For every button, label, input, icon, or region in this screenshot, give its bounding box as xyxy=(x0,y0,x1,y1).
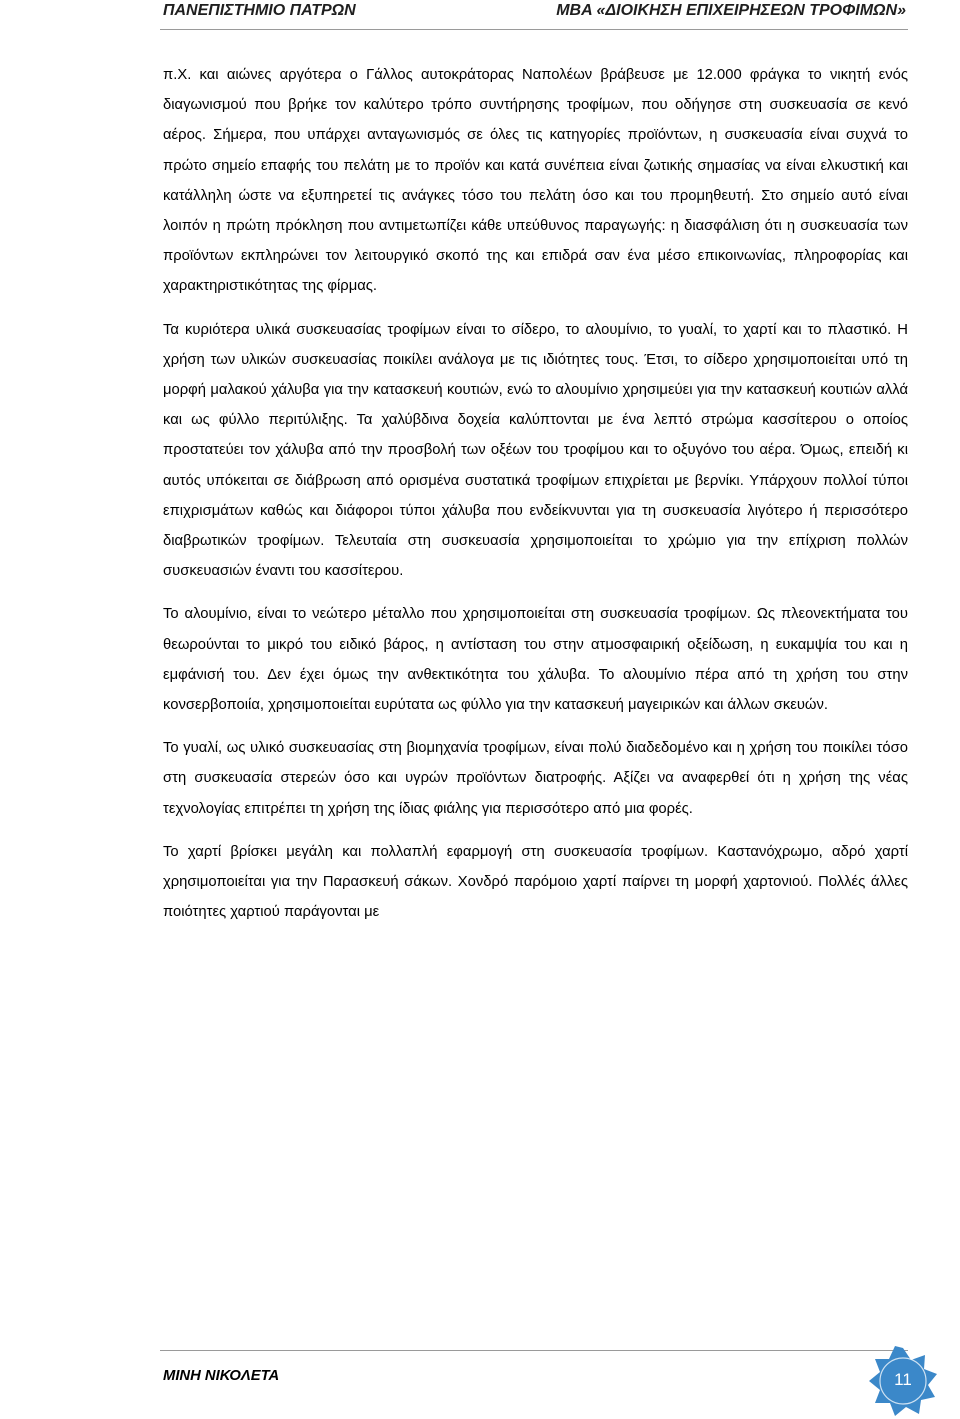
page-header xyxy=(0,0,960,34)
header-program: MBA «ΔΙΟΙΚΗΣΗ ΕΠΙΧΕΙΡΗΣΕΩΝ ΤΡΟΦΙΜΩΝ» xyxy=(556,2,906,19)
footer-author: ΜΙΝΗ ΝΙΚΟΛΕΤΑ xyxy=(163,1368,280,1384)
paragraph-history: π.Χ. και αιώνες αργότερα ο Γάλλος αυτοκράτορας Ναπολέων βράβευσε με 12.000 φράγκα το νικητή ενός διαγωνισμού που βρήκε τον καλύτερο τρόπο συντήρησης τροφίμων, που οδήγησε στη συσκευασία σε κενό αέρος. Σήμερα, που υπάρχει ανταγωνισμός σε όλες τις κατηγορίες προϊόντων, η συσκευασία είναι συχνά το πρώτο σημείο επαφής του πελάτη με το προϊόν και κατά συνέπεια είναι ζωτικής σημασίας να είναι ελκυστική και κατάλληλη ώστε να εξυπηρετεί τις ανάγκες τόσο του πελάτη όσο και του προμηθευτή. Στο σημείο αυτό είναι λοιπόν η πρώτη πρόκληση που αντιμετωπίζει κάθε υπεύθυνος παραγωγής: η διασφάλιση ότι η συσκευασία των προϊόντων εκπληρώνει τον λειτουργικό σκοπό της και επιδρά σαν ένα μέσο επικοινωνίας, πληροφορίας και χαρακτηριστικότητας της φίρμας. xyxy=(163,67,908,295)
header-divider xyxy=(160,29,908,30)
page-number: 11 xyxy=(894,1370,912,1389)
paragraph-paper: Το χαρτί βρίσκει μεγάλη και πολλαπλή εφαρμογή στη συσκευασία τροφίμων. Καστανόχρωμο, αδρό χαρτί χρησιμοποιείται για την Παρασκευή σάκων. Χονδρό παρόμοιο χαρτί παίρνει τη μορφή χαρτονιού. Πολλές άλλες ποιότητες χαρτιού παράγονται με xyxy=(163,843,908,921)
paragraph-materials: Τα κυριότερα υλικά συσκευασίας τροφίμων είναι το σίδερο, το αλουμίνιο, το γυαλί, το χαρτί και το πλαστικό. Η χρήση των υλικών συσκευασίας ποικίλει ανάλογα με τις ιδιότητες τους. Έτσι, το σίδερο χρησιμοποιείται υπό τη μορφή μαλακού χάλυβα για την κατασκευή κουτιών, ενώ το αλουμίνιο χρησιμεύει για την κατασκευή κουτιών αλλά και ως φύλλο περιτύλιξης. Τα χαλύβδινα δοχεία καλύπτονται με ένα λεπτό στρώμα κασσίτερου ο οποίος προστατεύει τον χάλυβα από την προσβολή των οξέων του τροφίμου και το οξυγόνο του αέρα. Όμως, επειδή κι αυτός υπόκειται σε διάβρωση από ορισμένα συστατικά τροφίμων επιχρίεται με βερνίκι. Υπάρχουν πολλοί τύποι επιχρισμάτων καθώς και διάφοροι τύποι χάλυβα που ενδείκνυνται για τη συσκευασία λιγότερο ή περισσότερο διαβρωτικών τροφίμων. Τελευταία στη συσκευασία χρησιμοποιείται το χρώμιο για την επίχριση πολλών συσκευασιών έναντι του κασσίτερου. xyxy=(163,321,908,580)
paragraph-glass: Το γυαλί, ως υλικό συσκευασίας στη βιομηχανία τροφίμων, είναι πολύ διαδεδομένο και η χρήση του ποικίλει τόσο στη συσκευασία στερεών όσο και υγρών προϊόντων διατροφής. Αξίζει να αναφερθεί ότι η χρήση της νέας τεχνολογίας επιτρέπει τη χρήση της ίδιας φιάλης για περισσότερο από μια φορές. xyxy=(163,740,908,817)
document-body xyxy=(163,60,908,940)
header-university: ΠΑΝΕΠΙΣΤΗΜΙΟ ΠΑΤΡΩΝ xyxy=(163,2,356,19)
footer-divider xyxy=(160,1350,908,1351)
paragraph-aluminium: Το αλουμίνιο, είναι το νεώτερο μέταλλο που χρησιμοποιείται στη συσκευασία τροφίμων. Ως πλεονεκτήματα του θεωρούνται το μικρό του ειδικό βάρος, η αντίσταση του στην ατμοσφαιρική οξείδωση, η ευκαμψία του και η εμφάνισή του. Δεν έχει όμως την ανθεκτικότητα του χάλυβα. Το αλουμίνιο πέρα από τη χρήση του στην κονσερβοποιία, χρησιμοποιείται ευρύτατα ως φύλλο για την κατασκευή μαγειρικών και άλλων σκευών. xyxy=(163,606,908,714)
page-footer xyxy=(0,1340,960,1419)
